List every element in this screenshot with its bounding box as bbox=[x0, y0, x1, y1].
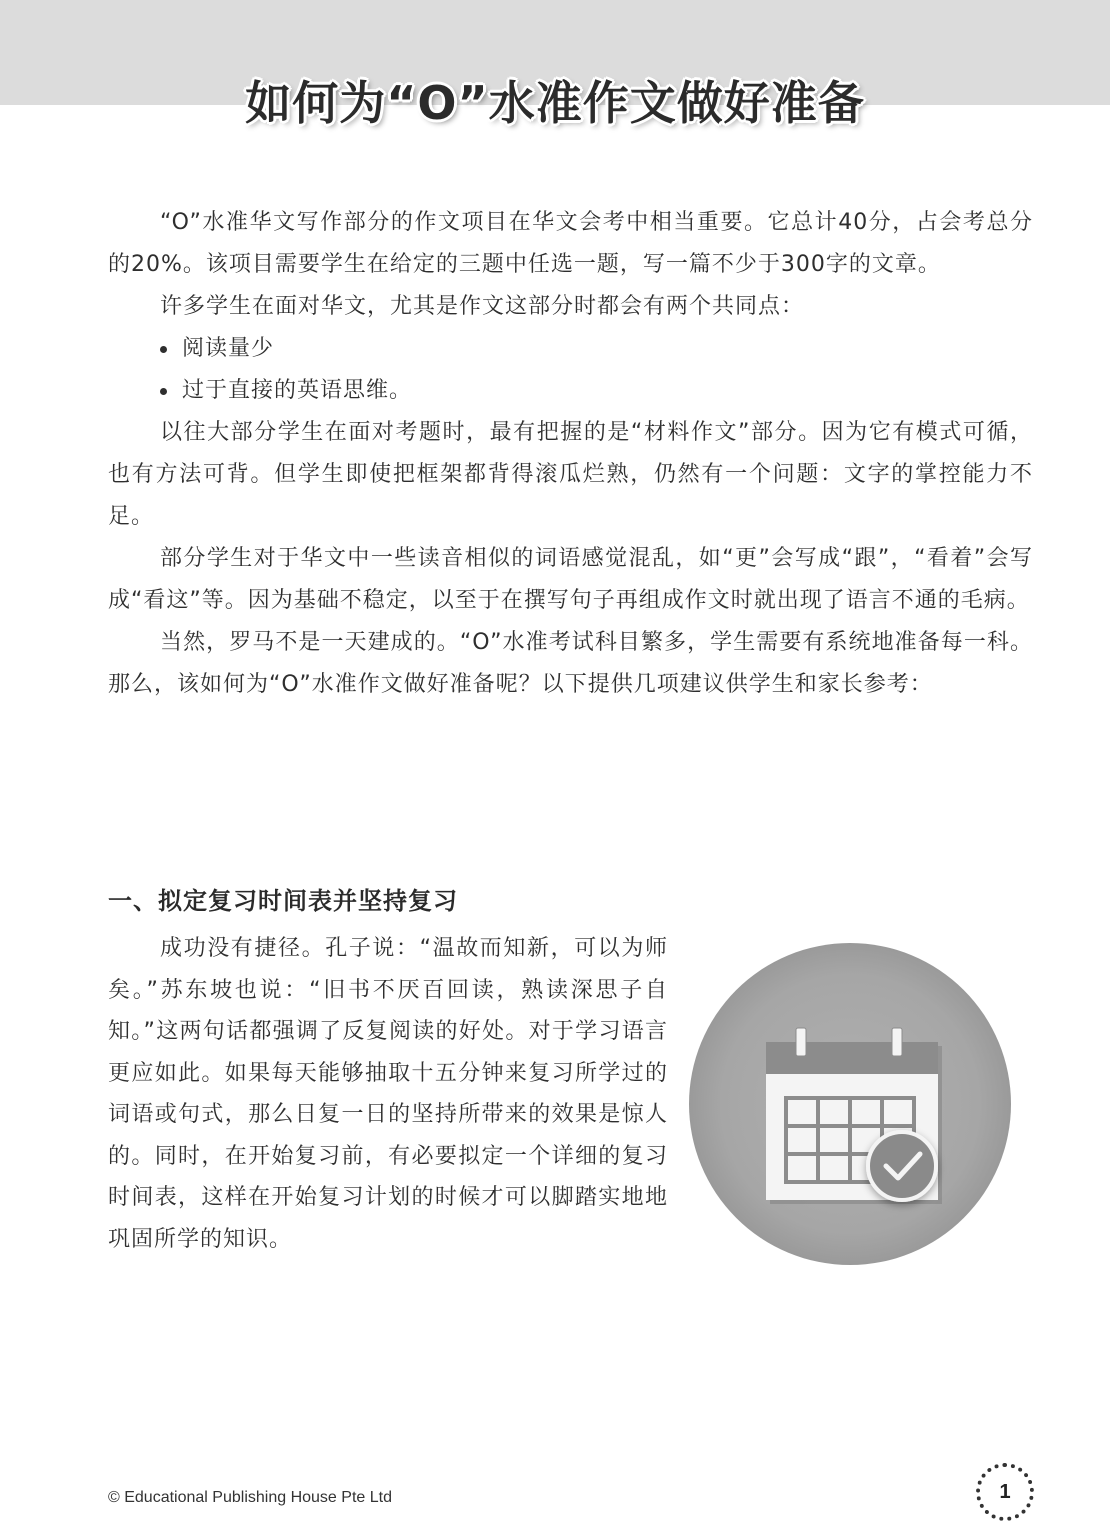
section-paragraph: 成功没有捷径。孔子说：“温故而知新，可以为师矣。”苏东坡也说：“旧书不厌百回读，熟读深思子自知。”这两句话都强调了反复阅读的好处。对于学习语言更应如此。如果每天能够抽取十五分钟来复习所学过的词语或句式，那么日复一日的坚持所带来的效果是惊人的。同时，在开始复习前，有必要拟定一个详细的复习时间表，这样在开始复习计划的时候才可以脚踏实地地巩固所学的知识。 bbox=[108, 936, 668, 1252]
page-number: 1 bbox=[976, 1463, 1034, 1521]
bullet-icon bbox=[160, 346, 167, 353]
bullet-list bbox=[108, 328, 1033, 412]
bullet-icon bbox=[160, 388, 167, 395]
bullet-text: 阅读量少 bbox=[182, 336, 275, 361]
calendar-illustration bbox=[688, 942, 1012, 1266]
section-body bbox=[108, 928, 668, 1260]
section-heading: 一、拟定复习时间表并坚持复习 bbox=[108, 887, 458, 915]
calendar-check-icon bbox=[688, 942, 1012, 1266]
intro-paragraph-3: 以往大部分学生在面对考题时，最有把握的是“材料作文”部分。因为它有模式可循，也有方法可背。但学生即使把框架都背得滚瓜烂熟，仍然有一个问题：文字的掌控能力不足。 bbox=[108, 420, 1033, 529]
list-item bbox=[108, 328, 1033, 370]
calendar-ring-left bbox=[796, 1028, 806, 1056]
bullet-text: 过于直接的英语思维。 bbox=[182, 378, 413, 403]
intro-paragraph-5: 当然，罗马不是一天建成的。“O”水准考试科目繁多，学生需要有系统地准备每一科。那么，该如何为“O”水准作文做好准备呢？以下提供几项建议供学生和家长参考： bbox=[108, 630, 1033, 697]
page-title: 如何为“O”水准作文做好准备 bbox=[245, 76, 865, 130]
calendar-header bbox=[766, 1042, 938, 1074]
copyright-text: © Educational Publishing House Pte Ltd bbox=[108, 1489, 392, 1506]
check-badge bbox=[868, 1132, 936, 1200]
list-item bbox=[108, 370, 1033, 412]
calendar-ring-right bbox=[892, 1028, 902, 1056]
intro-paragraph-2: 许多学生在面对华文，尤其是作文这部分时都会有两个共同点： bbox=[160, 294, 805, 319]
intro-section bbox=[108, 202, 1033, 706]
intro-paragraph-1: “O”水准华文写作部分的作文项目在华文会考中相当重要。它总计40分，占会考总分的20%。该项目需要学生在给定的三题中任选一题，写一篇不少于300字的文章。 bbox=[108, 210, 1033, 277]
intro-paragraph-4: 部分学生对于华文中一些读音相似的词语感觉混乱，如“更”会写成“跟”，“看着”会写成“看这”等。因为基础不稳定，以至于在撰写句子再组成作文时就出现了语言不通的毛病。 bbox=[108, 546, 1033, 613]
